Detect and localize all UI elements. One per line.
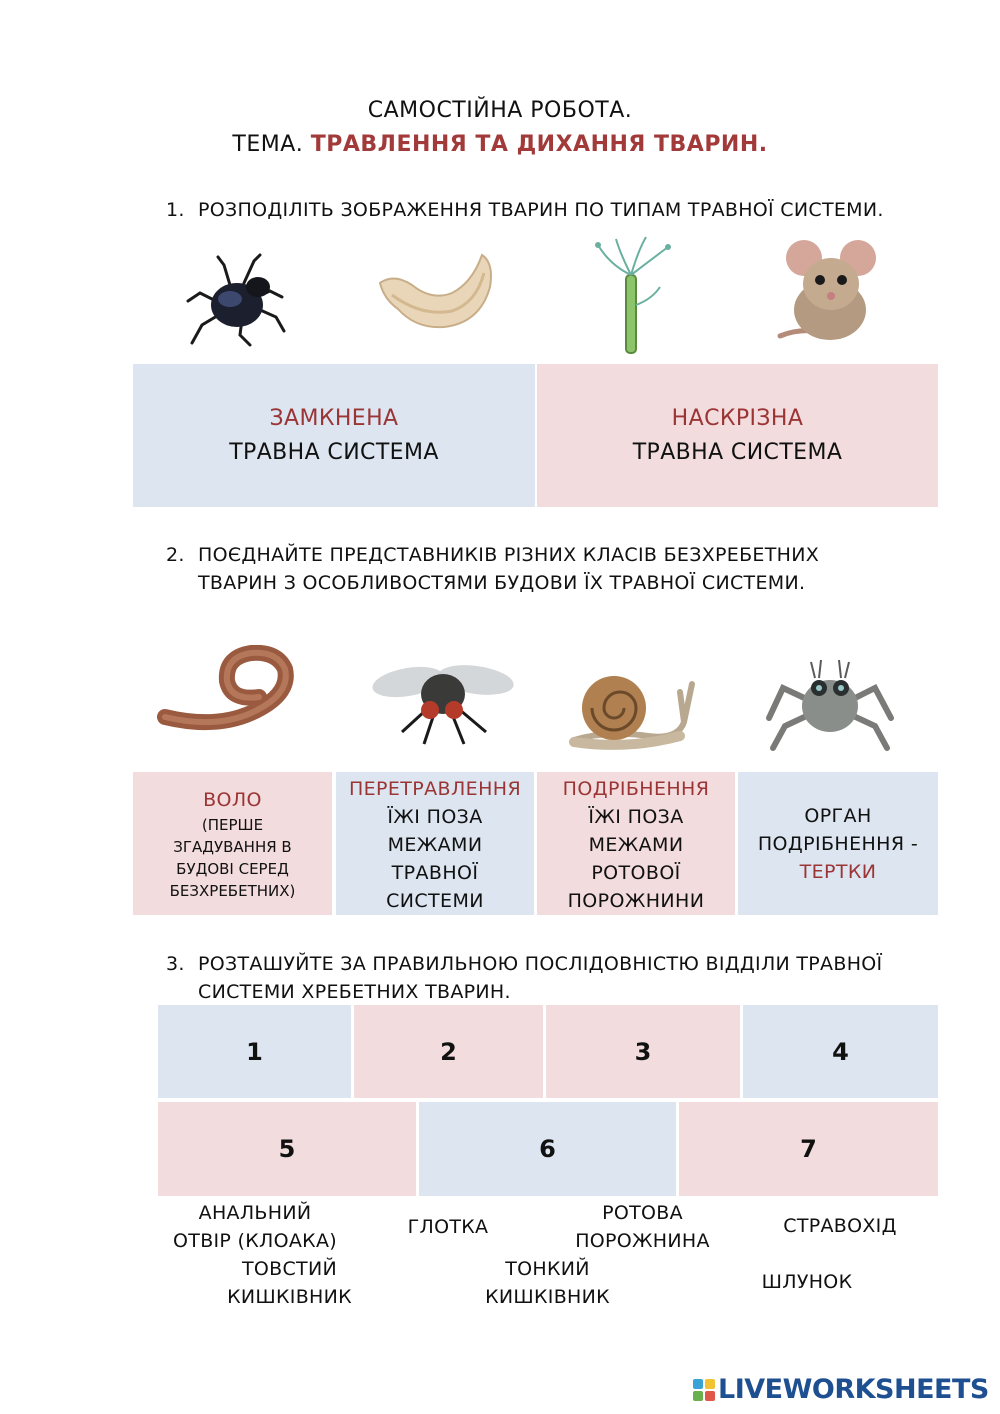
slot-4[interactable]: 4 [743,1005,938,1098]
crop-line: БЕЗХРЕБЕТНИХ) [169,882,296,900]
grinding-line: ЇЖІ ПОЗА [588,806,684,828]
worksheet-topic [0,132,1000,157]
label-line: ОТВІР (КЛОАКА) [173,1230,337,1252]
through-digestive-box[interactable] [537,364,938,507]
label-line: ШЛУНОК [761,1271,853,1293]
flatworm-image[interactable] [372,243,502,338]
task3-line2: СИСТЕМИ ХРЕБЕТНИХ ТВАРИН. [198,981,511,1003]
task2-line1: ПОЄДНАЙТЕ ПРЕДСТАВНИКІВ РІЗНИХ КЛАСІВ БЕЗХРЕБЕТНИХ [198,544,820,566]
radula-label: ТЕРТКИ [799,860,877,883]
spider-image[interactable] [763,648,898,753]
label-line: ТОВСТИЙ [242,1258,337,1280]
card-grinding[interactable] [537,772,735,915]
beetle-image[interactable] [180,243,290,348]
label-small-intestine[interactable] [480,1255,615,1311]
grinding-line: ПОРОЖНИНИ [567,890,705,912]
external-digestion-line: СИСТЕМИ [386,890,484,912]
logo-grid-icon [693,1379,715,1401]
task3-number: 3. [166,953,185,975]
label-line: ТОНКИЙ [505,1258,590,1280]
external-digestion-line: МЕЖАМИ [387,834,483,856]
closed-digestive-box[interactable] [133,364,535,507]
slot-6[interactable]: 6 [419,1102,676,1196]
label-large-intestine[interactable] [222,1255,357,1311]
slot-5[interactable]: 5 [158,1102,416,1196]
label-line: СТРАВОХІД [783,1215,897,1237]
topic-prefix: ТЕМА. [232,132,304,157]
radula-line: ПОДРІБНЕННЯ - [757,832,919,855]
slot-1[interactable]: 1 [158,1005,351,1098]
label-oral-cavity[interactable] [565,1199,720,1255]
label-line: КИШКІВНИК [227,1286,352,1308]
task2-line2: ТВАРИН З ОСОБЛИВОСТЯМИ БУДОВИ ЇХ ТРАВНОЇ СИСТЕМИ. [198,572,806,594]
label-line: ГЛОТКА [407,1216,489,1238]
task1-question [166,196,966,224]
worksheet-title: САМОСТІЙНА РОБОТА. [367,98,633,123]
external-digestion-line: ТРАВНОЇ [391,862,479,884]
radula-line: ОРГАН [804,804,872,827]
label-line: АНАЛЬНИЙ [198,1202,312,1224]
snail-image[interactable] [568,670,698,752]
task2-number: 2. [166,544,185,566]
label-esophagus[interactable] [770,1212,910,1240]
grinding-line: РОТОВОЇ [591,862,681,884]
earthworm-image[interactable] [155,645,305,735]
external-digestion-line: ЇЖІ ПОЗА [387,806,483,828]
crop-line: (ПЕРШЕ [201,816,264,834]
card-external-digestion[interactable] [336,772,534,915]
label-line: ПОРОЖНИНА [575,1230,710,1252]
task3-line1: РОЗТАШУЙТЕ ЗА ПРАВИЛЬНОЮ ПОСЛІДОВНІСТЮ ВІДДІЛИ ТРАВНОЇ [198,953,883,975]
through-label: НАСКРІЗНА [671,405,804,431]
slot-7[interactable]: 7 [679,1102,938,1196]
task2-question [166,541,966,601]
card-crop[interactable] [133,772,332,915]
crop-line: ЗГАДУВАННЯ В [173,838,292,856]
task1-number: 1. [166,199,185,221]
logo-text: LIVEWORKSHEETS [718,1374,989,1405]
label-anal-opening[interactable] [160,1199,350,1255]
fly-image[interactable] [368,648,518,748]
slot-3[interactable]: 3 [546,1005,740,1098]
label-line: РОТОВА [602,1202,683,1224]
external-digestion-label: ПЕРЕТРАВЛЕННЯ [348,778,522,800]
closed-label: ЗАМКНЕНА [269,405,399,431]
mouse-image[interactable] [770,232,890,350]
grinding-line: МЕЖАМИ [588,834,684,856]
card-radula[interactable] [738,772,938,915]
crop-label: ВОЛО [203,789,262,811]
task3-question [166,950,966,1010]
liveworksheets-logo[interactable] [693,1374,989,1405]
label-pharynx[interactable] [388,1213,508,1241]
through-subtitle: ТРАВНА СИСТЕМА [632,439,843,465]
label-line: КИШКІВНИК [485,1286,610,1308]
crop-line: БУДОВІ СЕРЕД [176,860,289,878]
topic-name: ТРАВЛЕННЯ ТА ДИХАННЯ ТВАРИН. [310,132,768,157]
label-stomach[interactable] [752,1268,862,1296]
hydra-image[interactable] [590,235,680,355]
closed-subtitle: ТРАВНА СИСТЕМА [229,439,439,465]
grinding-label: ПОДРІБНЕННЯ [562,778,710,800]
task1-text: РОЗПОДІЛІТЬ ЗОБРАЖЕННЯ ТВАРИН ПО ТИПАМ ТРАВНОЇ СИСТЕМИ. [198,199,884,221]
slot-2[interactable]: 2 [354,1005,543,1098]
